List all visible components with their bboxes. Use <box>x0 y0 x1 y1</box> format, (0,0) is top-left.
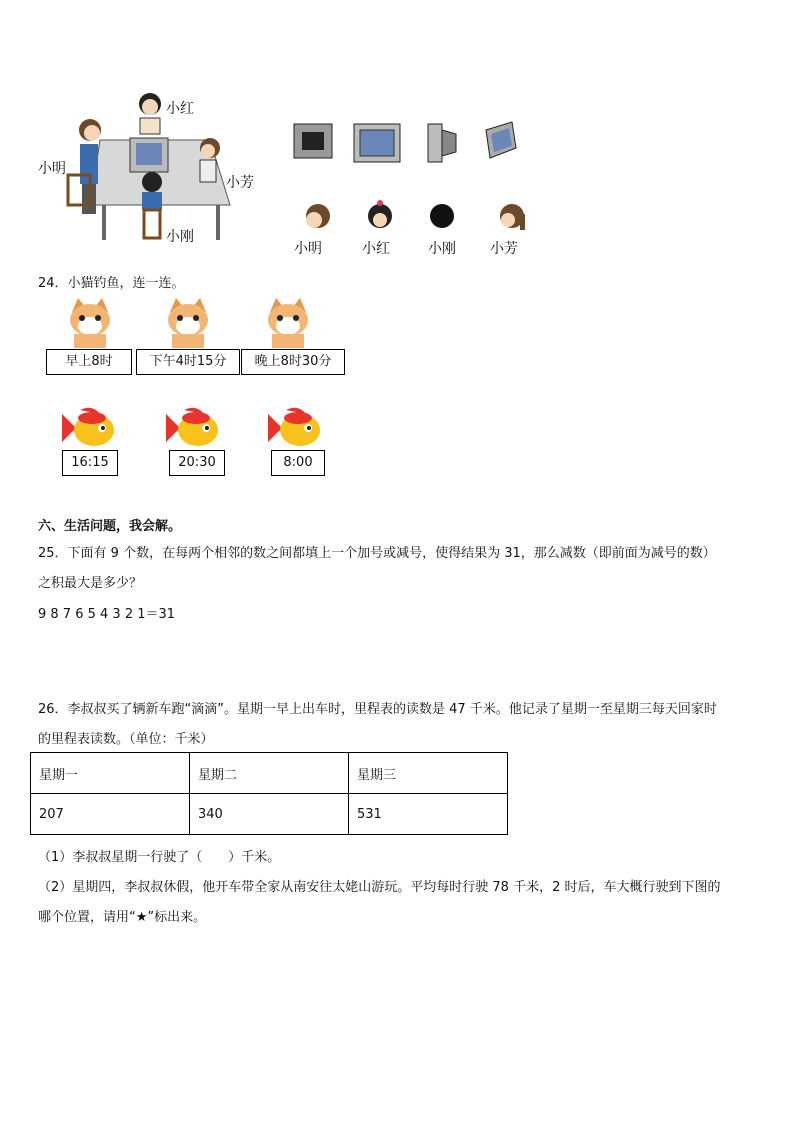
q26-sub2-line2: 哪个位置，请用“★”标出来。 <box>38 910 207 925</box>
table-cell: 207 <box>31 794 190 835</box>
heads-row <box>290 200 550 260</box>
fish-time-1[interactable]: 16:15 <box>62 450 118 476</box>
head-label-xiaogang: 小刚 <box>428 241 456 257</box>
fish-icon <box>166 406 222 450</box>
q24-title: 24．小猫钓鱼，连一连。 <box>38 276 185 291</box>
head-xiaoming-icon <box>306 204 330 228</box>
fish-3 <box>268 406 324 450</box>
fish-icon <box>62 406 118 450</box>
cat-icon <box>66 298 114 348</box>
q25-line2: 之积最大是多少？ <box>38 576 143 591</box>
cat-time-1[interactable]: 早上8时 <box>46 349 132 375</box>
fish-2 <box>166 406 222 450</box>
cat-3 <box>264 298 312 348</box>
q25-line1: 25．下面有 9 个数，在每两个相邻的数之间都填上一个加号或减号，使得结果为 31，那么减数（即前面为减号的数） <box>38 546 716 561</box>
fish-time-2[interactable]: 20:30 <box>169 450 225 476</box>
fish-icon <box>268 406 324 450</box>
q26-line1: 26．李叔叔买了辆新车跑“滴滴”。星期一早上出车时，里程表的读数是 47 千米。他记录了星期一至星期三每天回家时 <box>38 702 717 717</box>
q26-sub1: （1）李叔叔星期一行驶了（ ）千米。 <box>38 850 281 865</box>
head-xiaogang-icon <box>430 204 454 228</box>
tv-views <box>290 118 530 168</box>
mileage-table <box>30 752 508 835</box>
tv-back-view <box>294 124 332 158</box>
head-xiaofang-icon <box>500 204 525 230</box>
fish-time-3[interactable]: 8:00 <box>271 450 325 476</box>
label-xiaoming: 小明 <box>38 161 66 177</box>
scene-illustration <box>30 80 270 260</box>
label-xiaohong: 小红 <box>166 101 194 117</box>
head-label-xiaoming: 小明 <box>294 241 322 257</box>
cat-icon <box>164 298 212 348</box>
table-header-cell: 星期三 <box>349 753 508 794</box>
cat-2 <box>164 298 212 348</box>
fish-1 <box>62 406 118 450</box>
cat-1 <box>66 298 114 348</box>
label-xiaogang: 小刚 <box>166 229 194 245</box>
tv-front-view <box>354 124 400 162</box>
q26-line2: 的里程表读数。（单位：千米） <box>38 732 214 747</box>
cat-time-2[interactable]: 下午4时15分 <box>136 349 240 375</box>
table-header-cell: 星期二 <box>190 753 349 794</box>
head-label-xiaofang: 小芳 <box>490 241 518 257</box>
section6-title: 六、生活问题，我会解。 <box>38 519 182 534</box>
cat-icon <box>264 298 312 348</box>
table-header-row <box>31 753 508 794</box>
scene-drawing <box>30 80 270 260</box>
table-header-cell: 星期一 <box>31 753 190 794</box>
table-row <box>31 794 508 835</box>
tv-angled-view <box>486 122 516 158</box>
table-cell: 531 <box>349 794 508 835</box>
table-cell: 340 <box>190 794 349 835</box>
head-xiaohong-icon <box>368 200 392 228</box>
q25-equation: 9 8 7 6 5 4 3 2 1＝31 <box>38 607 176 622</box>
q26-sub2-line1: （2）星期四，李叔叔休假，他开车带全家从南安往太姥山游玩。平均每时行驶 78 千米，2 时后，车大概行驶到下图的 <box>38 880 721 895</box>
cat-time-3[interactable]: 晚上8时30分 <box>241 349 345 375</box>
head-label-xiaohong: 小红 <box>362 241 390 257</box>
label-xiaofang: 小芳 <box>226 175 254 191</box>
tv-side-view <box>428 124 456 162</box>
